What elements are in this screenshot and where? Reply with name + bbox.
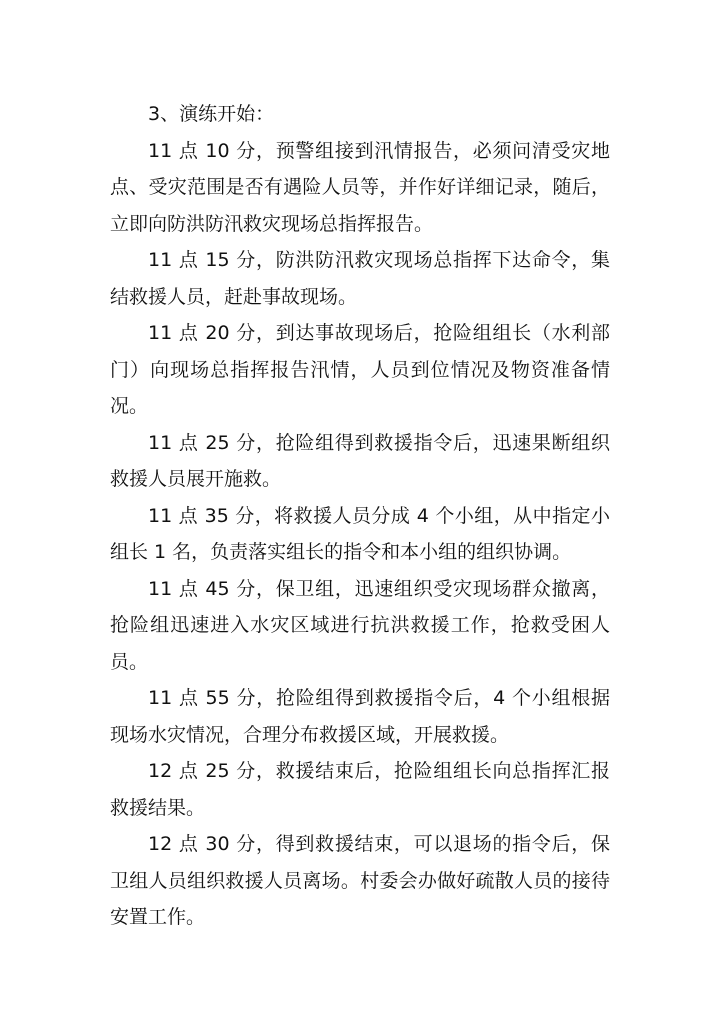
paragraph-1225: 12 点 25 分，救援结束后，抢险组组长向总指挥汇报救援结果。 [110, 760, 610, 819]
section-heading: 3、演练开始： [148, 103, 275, 125]
document-body [110, 96, 610, 936]
paragraph-1110: 11 点 10 分，预警组接到汛情报告，必须问清受灾地点、受灾范围是否有遇险人员等，并作好详细记录，随后，立即向防洪防汛救灾现场总指挥报告。 [110, 139, 610, 235]
paragraph-1115: 11 点 15 分，防洪防汛救灾现场总指挥下达命令，集结救援人员，赶赴事故现场。 [110, 249, 610, 308]
paragraph-1230: 12 点 30 分，得到救援结束，可以退场的指令后，保卫组人员组织救援人员离场。村委会办做好疏散人员的接待安置工作。 [110, 833, 610, 928]
paragraph-1125: 11 点 25 分，抢险组得到救援指令后，迅速果断组织救援人员展开施救。 [110, 431, 610, 490]
paragraph-1135: 11 点 35 分，将救援人员分成 4 个小组，从中指定小组长 1 名，负责落实组长的指令和本小组的组织协调。 [110, 504, 610, 563]
paragraph-1120: 11 点 20 分，到达事故现场后，抢险组组长（水利部门）向现场总指挥报告汛情，人员到位情况及物资准备情况。 [110, 322, 610, 417]
paragraph-1155: 11 点 55 分，抢险组得到救援指令后，4 个小组根据现场水灾情况，合理分布救援区域，开展救援。 [110, 687, 610, 746]
paragraph-1145: 11 点 45 分，保卫组，迅速组织受灾现场群众撤离，抢险组迅速进入水灾区域进行抗洪救援工作，抢救受困人员。 [110, 577, 610, 673]
